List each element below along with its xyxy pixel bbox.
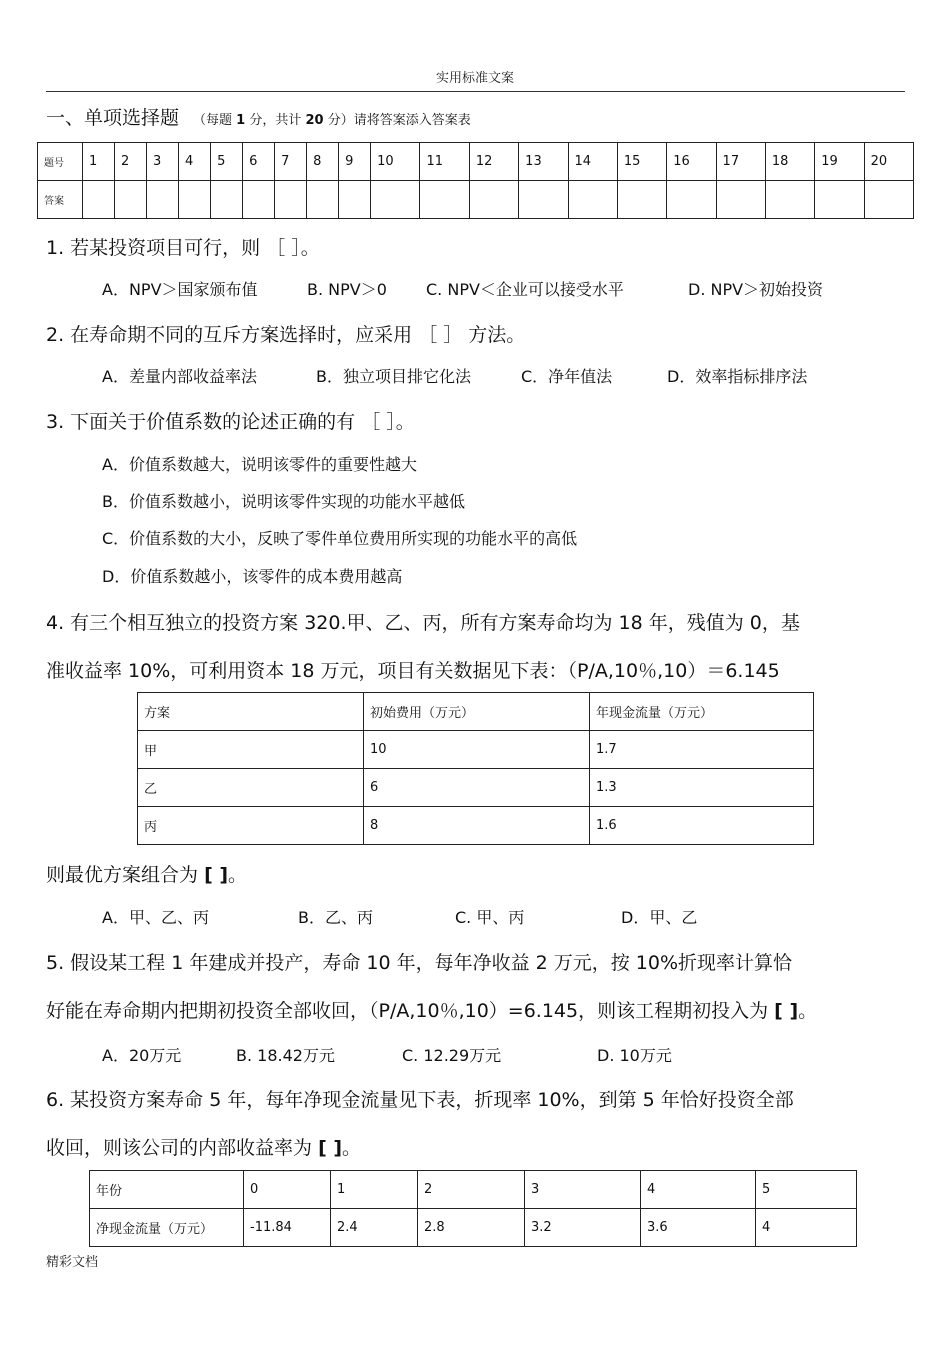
option-c: C. NPV＜企业可以接受水平: [426, 280, 624, 299]
page-footer: 精彩文档: [46, 1255, 99, 1270]
question-number: 17: [716, 143, 765, 181]
page-header-title: 实用标准文案: [435, 71, 514, 86]
option-b: B. 18.42万元: [236, 1046, 335, 1065]
option-d: D．效率指标排序法: [667, 367, 808, 386]
answer-cell[interactable]: [211, 181, 243, 219]
answer-cell[interactable]: [339, 181, 371, 219]
question-2-stem: 2. 在寿命期不同的互斥方案选择时，应采用 ［ ］ 方法。: [46, 324, 526, 346]
answer-cell[interactable]: [420, 181, 469, 219]
question-number: 2: [115, 143, 147, 181]
answer-cell[interactable]: [243, 181, 275, 219]
question-3-option-b: B．价值系数越小，说明该零件实现的功能水平越低: [102, 492, 465, 511]
question-6-line-2: 收回，则该公司的内部收益率为 [ ]。: [46, 1137, 362, 1159]
table-cell: 乙: [138, 769, 364, 807]
table-header-cell: 年份: [90, 1171, 244, 1209]
question-number: 14: [568, 143, 617, 181]
question-3-stem: 3. 下面关于价值系数的论述正确的有 ［ ］。: [46, 411, 415, 433]
table-row: [90, 1171, 857, 1209]
option-c: C．净年值法: [521, 367, 613, 386]
table-cell: 甲: [138, 731, 364, 769]
answer-bracket: [ ]: [774, 1000, 799, 1022]
table-cell: 1.3: [590, 769, 814, 807]
answer-cell[interactable]: [83, 181, 115, 219]
question-number: 11: [420, 143, 469, 181]
table-row: [90, 1209, 857, 1247]
table-header-row: [138, 693, 814, 731]
option-d: D．甲、乙: [621, 908, 698, 927]
option-b: B. NPV＞0: [307, 280, 387, 299]
table-cell: -11.84: [244, 1209, 331, 1247]
question-number: 20: [864, 143, 913, 181]
answer-label: 答案: [38, 181, 83, 219]
table-header-cell: 初始费用（万元）: [364, 693, 590, 731]
answer-cell[interactable]: [519, 181, 568, 219]
question-number: 6: [243, 143, 275, 181]
option-c: C. 12.29万元: [402, 1046, 502, 1065]
answer-cell[interactable]: [864, 181, 913, 219]
table-cell: 4: [756, 1209, 857, 1247]
answer-cell[interactable]: [568, 181, 617, 219]
answer-cell[interactable]: [275, 181, 307, 219]
table-header-cell: 净现金流量（万元）: [90, 1209, 244, 1247]
question-number: 15: [617, 143, 666, 181]
table-cell: 2: [418, 1171, 525, 1209]
answer-cell[interactable]: [617, 181, 666, 219]
question-number: 1: [83, 143, 115, 181]
question-5-line-2: 好能在寿命期内把期初投资全部收回，（P/A,10％,10）=6.145，则该工程期初投入为 [ ]。: [46, 1000, 818, 1022]
option-a: A．20万元: [102, 1046, 182, 1065]
answer-cell[interactable]: [307, 181, 339, 219]
option-a: A．甲、乙、丙: [102, 908, 209, 927]
table-cell: 5: [756, 1171, 857, 1209]
answer-cell[interactable]: [815, 181, 864, 219]
answer-table: [37, 142, 914, 219]
table-cell: 丙: [138, 807, 364, 845]
option-c: C. 甲、丙: [455, 908, 525, 927]
option-a: A．NPV＞国家颁布值: [102, 280, 258, 299]
answer-cell[interactable]: [716, 181, 765, 219]
answer-bracket: [ ]: [204, 864, 229, 886]
table-row: [138, 731, 814, 769]
question-4-line-1: 4. 有三个相互独立的投资方案 320.甲、乙、丙，所有方案寿命均为 18 年，残值为 0，基: [46, 612, 800, 634]
question-4-options: [102, 905, 697, 928]
table-header-cell: 年现金流量（万元）: [590, 693, 814, 731]
question-3-option-a: A．价值系数越大，说明该零件的重要性越大: [102, 455, 417, 474]
option-b: B．独立项目排它化法: [316, 367, 471, 386]
answer-table-answer-row: [38, 181, 914, 219]
table-row: [138, 769, 814, 807]
answer-cell[interactable]: [147, 181, 179, 219]
table-cell: 1: [331, 1171, 418, 1209]
question-number: 7: [275, 143, 307, 181]
table-cell: 2.8: [418, 1209, 525, 1247]
question-1-options: [102, 277, 823, 300]
header-divider: [46, 91, 905, 92]
section-note: （每题 1 分，共计 20 分）请将答案添入答案表: [193, 113, 471, 128]
question-3-option-c: C．价值系数的大小，反映了零件单位费用所实现的功能水平的高低: [102, 529, 578, 548]
question-5-line-1: 5. 假设某工程 1 年建成并投产，寿命 10 年，每年净收益 2 万元，按 10%折现率计算恰: [46, 952, 793, 974]
answer-table-number-row: [38, 143, 914, 181]
question-3-option-d: D．价值系数越小，该零件的成本费用越高: [102, 567, 403, 586]
scheme-data-table: [137, 692, 814, 845]
answer-cell[interactable]: [667, 181, 716, 219]
table-cell: 3: [525, 1171, 641, 1209]
answer-cell[interactable]: [371, 181, 420, 219]
table-row: [138, 807, 814, 845]
question-number: 19: [815, 143, 864, 181]
question-number: 5: [211, 143, 243, 181]
table-cell: 8: [364, 807, 590, 845]
table-cell: 3.6: [641, 1209, 756, 1247]
answer-cell[interactable]: [115, 181, 147, 219]
question-4-prompt: 则最优方案组合为 [ ]。: [46, 864, 248, 886]
answer-cell[interactable]: [179, 181, 211, 219]
question-number: 3: [147, 143, 179, 181]
question-number: 8: [307, 143, 339, 181]
answer-bracket: [ ]: [318, 1137, 343, 1159]
cash-flow-table: [89, 1170, 857, 1247]
question-number: 12: [469, 143, 518, 181]
answer-cell[interactable]: [469, 181, 518, 219]
question-6-line-1: 6. 某投资方案寿命 5 年，每年净现金流量见下表，折现率 10%，到第 5 年恰好投资全部: [46, 1089, 794, 1111]
question-5-options: [102, 1043, 672, 1066]
table-cell: 10: [364, 731, 590, 769]
question-number: 10: [371, 143, 420, 181]
question-number: 16: [667, 143, 716, 181]
option-d: D. 10万元: [597, 1046, 672, 1065]
table-cell: 6: [364, 769, 590, 807]
section-title: 一、单项选择题: [46, 107, 180, 129]
table-cell: 3.2: [525, 1209, 641, 1247]
question-number: 9: [339, 143, 371, 181]
table-cell: 1.7: [590, 731, 814, 769]
table-cell: 0: [244, 1171, 331, 1209]
question-number-label: 题号: [38, 143, 83, 181]
question-4-line-2: 准收益率 10%，可利用资本 18 万元，项目有关数据见下表：（P/A,10％,10）＝6.145: [46, 660, 780, 682]
option-b: B．乙、丙: [298, 908, 373, 927]
question-number: 13: [519, 143, 568, 181]
question-2-options: [102, 364, 807, 387]
table-cell: 4: [641, 1171, 756, 1209]
table-header-cell: 方案: [138, 693, 364, 731]
table-cell: 1.6: [590, 807, 814, 845]
question-1-stem: 1. 若某投资项目可行，则 ［ ］。: [46, 237, 320, 259]
section-heading: [46, 103, 471, 130]
question-number: 4: [179, 143, 211, 181]
question-number: 18: [765, 143, 814, 181]
answer-cell[interactable]: [765, 181, 814, 219]
option-a: A．差量内部收益率法: [102, 367, 257, 386]
table-cell: 2.4: [331, 1209, 418, 1247]
option-d: D. NPV＞初始投资: [688, 280, 824, 299]
